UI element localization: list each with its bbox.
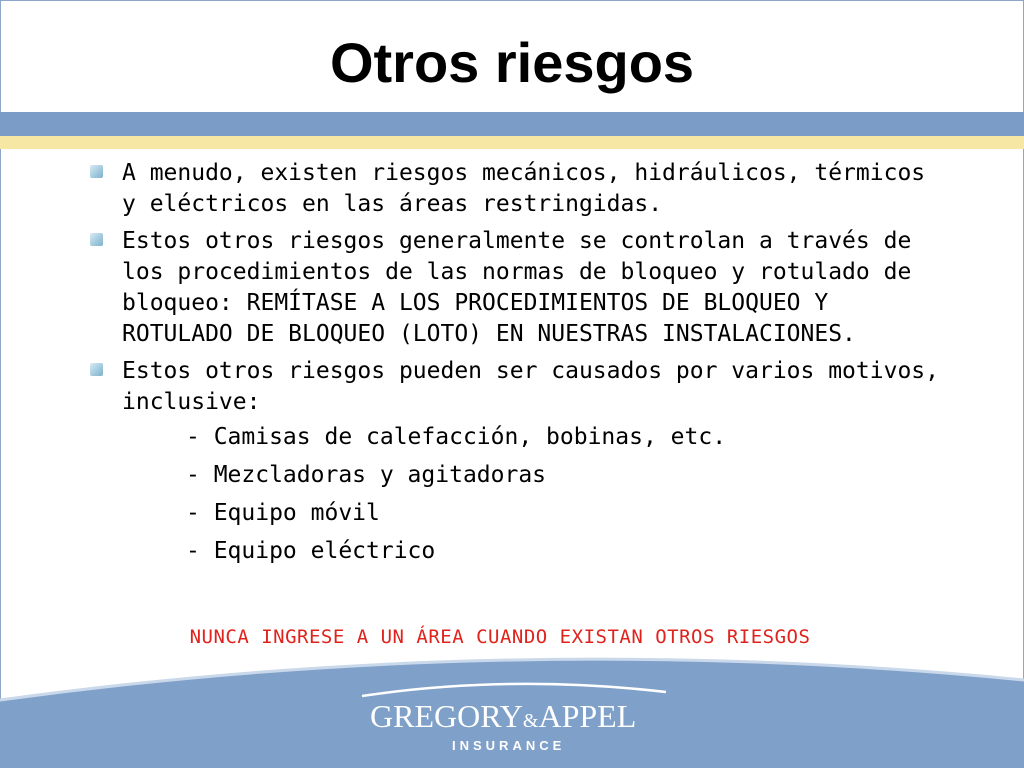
bullet-item	[88, 226, 948, 350]
slide-content	[88, 158, 948, 570]
sub-item: - Equipo móvil	[186, 500, 380, 526]
header-band-blue	[0, 112, 1024, 136]
logo-arc	[340, 680, 680, 700]
bullet-text: A menudo, existen riesgos mecánicos, hidráulicos, térmicos y eléctricos en las áreas restringidas.	[122, 160, 926, 217]
bullet-square-icon	[90, 165, 103, 178]
warning-text: NUNCA INGRESE A UN ÁREA CUANDO EXISTAN OTROS RIESGOS	[189, 626, 811, 648]
bullet-item	[88, 158, 948, 220]
bullet-text: Estos otros riesgos generalmente se controlan a través de los procedimientos de las normas de bloqueo y rotulado de bloqueo: REMÍTASE A LOS PROCEDIMIENTOS DE BLOQUEO Y ROTULADO DE BLOQUEO (LOTO) EN NUESTRAS INSTALACIONES.	[122, 228, 912, 347]
logo-name-part2: APPEL	[538, 698, 637, 734]
slide-title: Otros riesgos	[329, 31, 695, 94]
bullet-square-icon	[90, 233, 103, 246]
bullet-square-icon	[90, 363, 103, 376]
bullet-text: Estos otros riesgos pueden ser causados por varios motivos, inclusive:	[122, 358, 939, 415]
logo-wordmark	[370, 698, 660, 735]
header-band-yellow	[0, 136, 1024, 149]
logo-name-part1: GREGORY	[370, 698, 523, 734]
sub-item: - Equipo eléctrico	[186, 538, 436, 564]
sub-item: - Mezcladoras y agitadoras	[186, 462, 547, 488]
company-logo	[340, 680, 680, 760]
logo-subtitle: INSURANCE	[452, 738, 566, 753]
bullet-item	[88, 356, 948, 418]
logo-ampersand: &	[522, 710, 539, 732]
sub-item: - Camisas de calefacción, bobinas, etc.	[186, 424, 727, 450]
